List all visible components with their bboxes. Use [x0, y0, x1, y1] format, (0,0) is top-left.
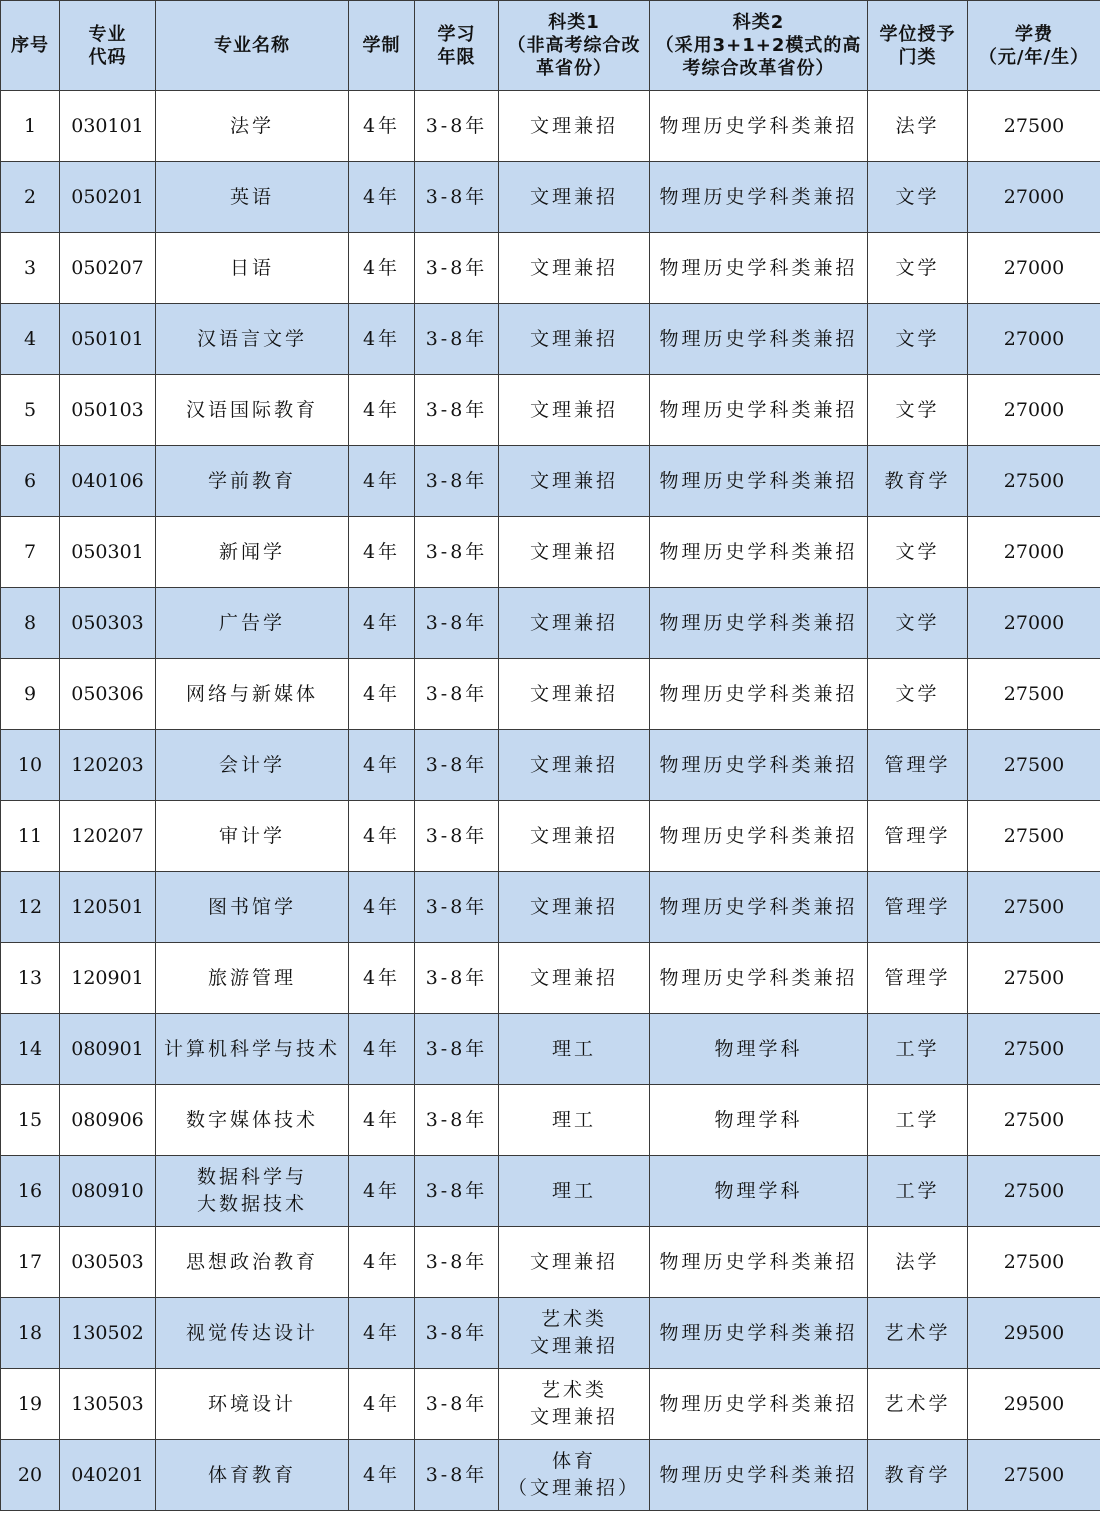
- cell-major-name: 体育教育: [156, 1440, 349, 1511]
- cell-duration: 4年: [349, 517, 415, 588]
- cell-major-code: 050101: [60, 304, 156, 375]
- cell-tuition: 27500: [968, 801, 1100, 872]
- cell-index: 5: [1, 375, 60, 446]
- cell-study-years: 3-8年: [415, 1440, 499, 1511]
- cell-index: 11: [1, 801, 60, 872]
- cell-category-1: 理工: [499, 1014, 650, 1085]
- cell-study-years: 3-8年: [415, 375, 499, 446]
- cell-category-1: 文理兼招: [499, 91, 650, 162]
- header-major-code: 专业 代码: [60, 1, 156, 91]
- table-row: [1, 375, 1100, 446]
- cell-index: 13: [1, 943, 60, 1014]
- cell-category-1: 文理兼招: [499, 943, 650, 1014]
- cell-tuition: 27000: [968, 304, 1100, 375]
- cell-major-name: 数字媒体技术: [156, 1085, 349, 1156]
- cell-category-2: 物理学科: [650, 1014, 868, 1085]
- header-index: 序号: [1, 1, 60, 91]
- table-row: [1, 1156, 1100, 1227]
- cell-tuition: 27000: [968, 588, 1100, 659]
- cell-major-code: 050207: [60, 233, 156, 304]
- cell-index: 16: [1, 1156, 60, 1227]
- cell-degree-category: 文学: [868, 659, 968, 730]
- cell-degree-category: 工学: [868, 1014, 968, 1085]
- cell-category-1: 文理兼招: [499, 162, 650, 233]
- cell-major-code: 120901: [60, 943, 156, 1014]
- cell-category-1: 文理兼招: [499, 730, 650, 801]
- cell-index: 19: [1, 1369, 60, 1440]
- cell-major-code: 040106: [60, 446, 156, 517]
- table-body: [1, 91, 1100, 1511]
- cell-major-code: 120207: [60, 801, 156, 872]
- cell-category-1: 理工: [499, 1156, 650, 1227]
- cell-category-2: 物理历史学科类兼招: [650, 162, 868, 233]
- cell-degree-category: 法学: [868, 91, 968, 162]
- cell-degree-category: 教育学: [868, 1440, 968, 1511]
- cell-study-years: 3-8年: [415, 1085, 499, 1156]
- table-row: [1, 1440, 1100, 1511]
- cell-category-1: 文理兼招: [499, 801, 650, 872]
- cell-major-name: 学前教育: [156, 446, 349, 517]
- cell-category-2: 物理历史学科类兼招: [650, 1227, 868, 1298]
- cell-study-years: 3-8年: [415, 304, 499, 375]
- cell-tuition: 27000: [968, 233, 1100, 304]
- cell-index: 20: [1, 1440, 60, 1511]
- table-row: [1, 233, 1100, 304]
- cell-duration: 4年: [349, 162, 415, 233]
- cell-duration: 4年: [349, 659, 415, 730]
- table-row: [1, 1369, 1100, 1440]
- cell-category-2: 物理历史学科类兼招: [650, 233, 868, 304]
- cell-index: 6: [1, 446, 60, 517]
- table-row: [1, 1085, 1100, 1156]
- cell-category-1: 文理兼招: [499, 659, 650, 730]
- cell-major-name: 审计学: [156, 801, 349, 872]
- cell-tuition: 27000: [968, 517, 1100, 588]
- cell-tuition: 29500: [968, 1298, 1100, 1369]
- cell-degree-category: 文学: [868, 162, 968, 233]
- cell-major-code: 050301: [60, 517, 156, 588]
- cell-category-2: 物理历史学科类兼招: [650, 446, 868, 517]
- cell-duration: 4年: [349, 1085, 415, 1156]
- cell-tuition: 27500: [968, 1227, 1100, 1298]
- cell-category-1: 体育 （文理兼招）: [499, 1440, 650, 1511]
- cell-tuition: 27500: [968, 1014, 1100, 1085]
- cell-duration: 4年: [349, 1298, 415, 1369]
- cell-major-name: 网络与新媒体: [156, 659, 349, 730]
- cell-study-years: 3-8年: [415, 1014, 499, 1085]
- cell-major-name: 旅游管理: [156, 943, 349, 1014]
- cell-major-name: 汉语言文学: [156, 304, 349, 375]
- cell-duration: 4年: [349, 1369, 415, 1440]
- cell-index: 3: [1, 233, 60, 304]
- cell-category-2: 物理历史学科类兼招: [650, 1298, 868, 1369]
- cell-study-years: 3-8年: [415, 588, 499, 659]
- cell-category-2: 物理历史学科类兼招: [650, 588, 868, 659]
- cell-study-years: 3-8年: [415, 233, 499, 304]
- cell-duration: 4年: [349, 1014, 415, 1085]
- cell-major-code: 130503: [60, 1369, 156, 1440]
- header-category-2: 科类2 （采用3+1+2模式的高 考综合改革省份）: [650, 1, 868, 91]
- cell-study-years: 3-8年: [415, 446, 499, 517]
- cell-category-1: 文理兼招: [499, 872, 650, 943]
- cell-tuition: 27500: [968, 1085, 1100, 1156]
- cell-index: 10: [1, 730, 60, 801]
- table-row: [1, 91, 1100, 162]
- cell-major-code: 040201: [60, 1440, 156, 1511]
- table-row: [1, 801, 1100, 872]
- cell-category-2: 物理历史学科类兼招: [650, 1369, 868, 1440]
- cell-category-2: 物理历史学科类兼招: [650, 872, 868, 943]
- cell-category-1: 文理兼招: [499, 446, 650, 517]
- cell-major-code: 080901: [60, 1014, 156, 1085]
- cell-category-1: 文理兼招: [499, 517, 650, 588]
- cell-tuition: 29500: [968, 1369, 1100, 1440]
- table-row: [1, 730, 1100, 801]
- cell-major-code: 120203: [60, 730, 156, 801]
- header-category-1: 科类1 （非高考综合改 革省份）: [499, 1, 650, 91]
- cell-index: 9: [1, 659, 60, 730]
- cell-major-name: 新闻学: [156, 517, 349, 588]
- header-study-years: 学习 年限: [415, 1, 499, 91]
- cell-degree-category: 文学: [868, 588, 968, 659]
- cell-major-name: 环境设计: [156, 1369, 349, 1440]
- cell-tuition: 27500: [968, 1440, 1100, 1511]
- cell-degree-category: 教育学: [868, 446, 968, 517]
- cell-duration: 4年: [349, 91, 415, 162]
- cell-degree-category: 文学: [868, 517, 968, 588]
- table-row: [1, 1227, 1100, 1298]
- cell-study-years: 3-8年: [415, 943, 499, 1014]
- cell-degree-category: 管理学: [868, 801, 968, 872]
- cell-major-code: 050201: [60, 162, 156, 233]
- header-row: [1, 1, 1100, 91]
- cell-degree-category: 艺术学: [868, 1369, 968, 1440]
- cell-major-name: 会计学: [156, 730, 349, 801]
- cell-degree-category: 工学: [868, 1085, 968, 1156]
- cell-category-2: 物理历史学科类兼招: [650, 943, 868, 1014]
- cell-category-2: 物理学科: [650, 1085, 868, 1156]
- cell-study-years: 3-8年: [415, 91, 499, 162]
- cell-duration: 4年: [349, 872, 415, 943]
- cell-degree-category: 管理学: [868, 943, 968, 1014]
- cell-index: 17: [1, 1227, 60, 1298]
- cell-study-years: 3-8年: [415, 162, 499, 233]
- table-row: [1, 872, 1100, 943]
- cell-category-1: 理工: [499, 1085, 650, 1156]
- cell-category-1: 文理兼招: [499, 1227, 650, 1298]
- cell-duration: 4年: [349, 446, 415, 517]
- header-degree-category: 学位授予 门类: [868, 1, 968, 91]
- cell-major-name: 视觉传达设计: [156, 1298, 349, 1369]
- cell-index: 8: [1, 588, 60, 659]
- cell-tuition: 27500: [968, 659, 1100, 730]
- cell-study-years: 3-8年: [415, 730, 499, 801]
- cell-study-years: 3-8年: [415, 517, 499, 588]
- cell-category-1: 文理兼招: [499, 375, 650, 446]
- cell-major-code: 080910: [60, 1156, 156, 1227]
- cell-tuition: 27000: [968, 162, 1100, 233]
- cell-study-years: 3-8年: [415, 1369, 499, 1440]
- cell-category-1: 文理兼招: [499, 233, 650, 304]
- cell-study-years: 3-8年: [415, 1298, 499, 1369]
- cell-degree-category: 文学: [868, 233, 968, 304]
- cell-category-2: 物理历史学科类兼招: [650, 91, 868, 162]
- cell-major-code: 030503: [60, 1227, 156, 1298]
- cell-duration: 4年: [349, 1440, 415, 1511]
- cell-duration: 4年: [349, 233, 415, 304]
- cell-study-years: 3-8年: [415, 659, 499, 730]
- cell-degree-category: 艺术学: [868, 1298, 968, 1369]
- cell-major-name: 计算机科学与技术: [156, 1014, 349, 1085]
- table-row: [1, 659, 1100, 730]
- table-row: [1, 517, 1100, 588]
- cell-tuition: 27500: [968, 730, 1100, 801]
- cell-index: 7: [1, 517, 60, 588]
- cell-major-name: 英语: [156, 162, 349, 233]
- cell-category-2: 物理历史学科类兼招: [650, 801, 868, 872]
- cell-tuition: 27000: [968, 375, 1100, 446]
- table-row: [1, 304, 1100, 375]
- header-major-name: 专业名称: [156, 1, 349, 91]
- cell-duration: 4年: [349, 1227, 415, 1298]
- cell-category-1: 艺术类 文理兼招: [499, 1298, 650, 1369]
- cell-degree-category: 文学: [868, 375, 968, 446]
- cell-major-code: 050306: [60, 659, 156, 730]
- cell-major-code: 080906: [60, 1085, 156, 1156]
- cell-category-2: 物理历史学科类兼招: [650, 375, 868, 446]
- cell-tuition: 27500: [968, 91, 1100, 162]
- cell-tuition: 27500: [968, 872, 1100, 943]
- cell-duration: 4年: [349, 375, 415, 446]
- cell-study-years: 3-8年: [415, 801, 499, 872]
- table-row: [1, 588, 1100, 659]
- cell-degree-category: 管理学: [868, 872, 968, 943]
- cell-major-code: 050303: [60, 588, 156, 659]
- cell-duration: 4年: [349, 588, 415, 659]
- cell-major-name: 思想政治教育: [156, 1227, 349, 1298]
- cell-study-years: 3-8年: [415, 1227, 499, 1298]
- cell-category-1: 文理兼招: [499, 304, 650, 375]
- cell-major-code: 050103: [60, 375, 156, 446]
- cell-category-1: 艺术类 文理兼招: [499, 1369, 650, 1440]
- cell-major-name: 图书馆学: [156, 872, 349, 943]
- cell-major-code: 130502: [60, 1298, 156, 1369]
- cell-category-2: 物理历史学科类兼招: [650, 730, 868, 801]
- header-tuition: 学费 （元/年/生）: [968, 1, 1100, 91]
- cell-major-name: 汉语国际教育: [156, 375, 349, 446]
- cell-duration: 4年: [349, 943, 415, 1014]
- cell-category-2: 物理历史学科类兼招: [650, 304, 868, 375]
- cell-tuition: 27500: [968, 1156, 1100, 1227]
- cell-degree-category: 文学: [868, 304, 968, 375]
- cell-index: 2: [1, 162, 60, 233]
- cell-index: 1: [1, 91, 60, 162]
- table-row: [1, 943, 1100, 1014]
- cell-index: 14: [1, 1014, 60, 1085]
- table-row: [1, 1298, 1100, 1369]
- cell-study-years: 3-8年: [415, 872, 499, 943]
- cell-index: 18: [1, 1298, 60, 1369]
- cell-duration: 4年: [349, 304, 415, 375]
- cell-major-name: 数据科学与 大数据技术: [156, 1156, 349, 1227]
- cell-index: 15: [1, 1085, 60, 1156]
- cell-major-code: 030101: [60, 91, 156, 162]
- cell-category-2: 物理历史学科类兼招: [650, 1440, 868, 1511]
- cell-category-2: 物理历史学科类兼招: [650, 517, 868, 588]
- table-row: [1, 162, 1100, 233]
- cell-major-name: 日语: [156, 233, 349, 304]
- table-row: [1, 1014, 1100, 1085]
- cell-major-name: 广告学: [156, 588, 349, 659]
- cell-category-2: 物理学科: [650, 1156, 868, 1227]
- cell-duration: 4年: [349, 801, 415, 872]
- cell-degree-category: 法学: [868, 1227, 968, 1298]
- table-row: [1, 446, 1100, 517]
- cell-tuition: 27500: [968, 943, 1100, 1014]
- header-duration: 学制: [349, 1, 415, 91]
- cell-major-name: 法学: [156, 91, 349, 162]
- cell-study-years: 3-8年: [415, 1156, 499, 1227]
- cell-degree-category: 管理学: [868, 730, 968, 801]
- cell-duration: 4年: [349, 730, 415, 801]
- cell-degree-category: 工学: [868, 1156, 968, 1227]
- cell-category-2: 物理历史学科类兼招: [650, 659, 868, 730]
- cell-index: 4: [1, 304, 60, 375]
- cell-duration: 4年: [349, 1156, 415, 1227]
- cell-category-1: 文理兼招: [499, 588, 650, 659]
- cell-major-code: 120501: [60, 872, 156, 943]
- cell-index: 12: [1, 872, 60, 943]
- cell-tuition: 27500: [968, 446, 1100, 517]
